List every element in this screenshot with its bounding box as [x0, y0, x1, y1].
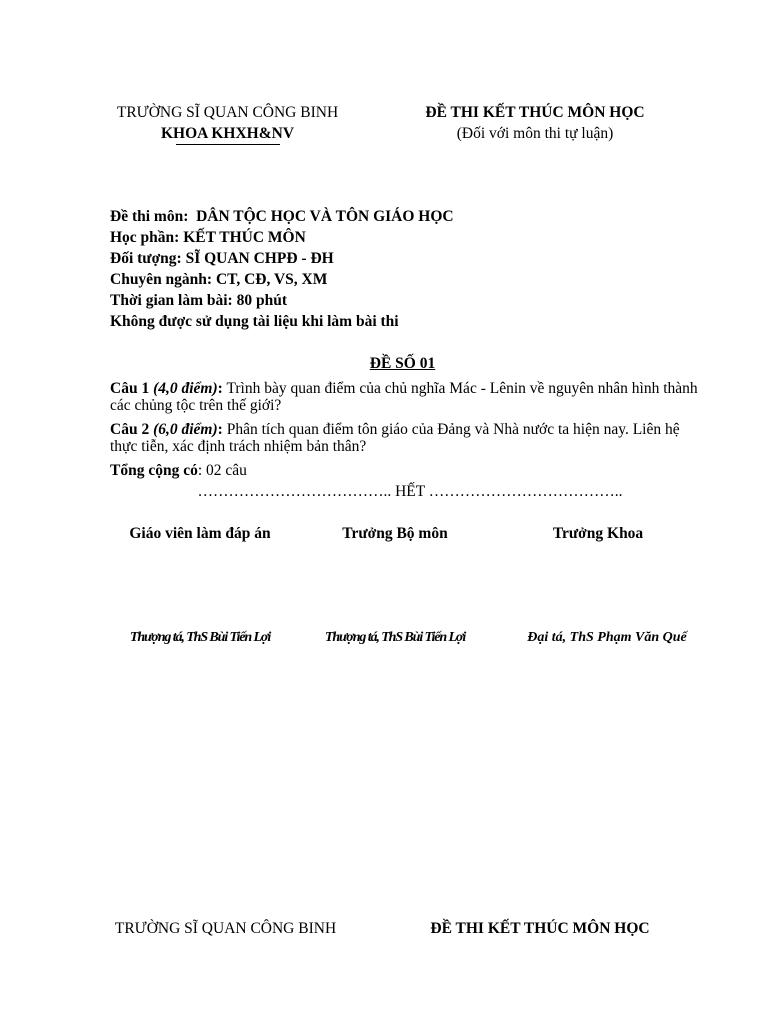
question-1-colon: : — [217, 380, 223, 397]
subject-value: DÂN TỘC HỌC VÀ TÔN GIÁO HỌC — [196, 208, 454, 225]
total-line — [110, 462, 247, 481]
footer-exam-title: ĐỀ THI KẾT THÚC MÔN HỌC — [430, 920, 650, 937]
question-2 — [110, 421, 710, 456]
total-label: Tổng cộng có — [110, 462, 198, 479]
question-1-text: Trình bày quan điểm của chủ nghĩa Mác - Lênin về nguyên nhân hình thành các chủng tộc trên thế giới? — [110, 380, 698, 415]
signature-title-faculty-head: Trưởng Khoa — [552, 525, 644, 542]
subject-line — [110, 208, 454, 227]
header-divider — [176, 144, 280, 145]
school-name: TRƯỜNG SĨ QUAN CÔNG BINH — [116, 104, 339, 121]
faculty-name: KHOA KHXH&NV — [160, 125, 295, 142]
question-2-label: Câu 2 — [110, 421, 150, 438]
major-line: Chuyên ngành: CT, CĐ, VS, XM — [110, 271, 328, 288]
signature-name-department-head: Thượng tá, ThS Bùi Tiến Lợi — [324, 630, 466, 645]
question-1 — [110, 380, 710, 415]
question-1-points: (4,0 điểm) — [153, 380, 218, 397]
end-line: ……………………………….. HẾT ……………………………….. — [197, 483, 623, 500]
question-2-text: Phân tích quan điểm tôn giáo của Đảng và Nhà nước ta hiện nay. Liên hệ thực tiễn, xác định trách nhiệm bản thân? — [110, 421, 680, 456]
module-line: Học phần: KẾT THÚC MÔN — [110, 229, 306, 246]
total-value: : 02 câu — [197, 462, 247, 479]
materials-line: Không được sử dụng tài liệu khi làm bài thi — [110, 313, 399, 330]
audience-line: Đối tượng: SĨ QUAN CHPĐ - ĐH — [110, 250, 334, 267]
signature-title-teacher: Giáo viên làm đáp án — [129, 525, 271, 542]
signature-name-faculty-head: Đại tá, ThS Phạm Văn Quế — [527, 630, 687, 645]
exam-title: ĐỀ THI KẾT THÚC MÔN HỌC — [425, 104, 645, 121]
signature-name-teacher: Thượng tá, ThS Bùi Tiến Lợi — [129, 630, 271, 645]
question-2-colon: : — [217, 421, 223, 438]
subject-label: Đề thi môn: — [110, 208, 189, 225]
question-2-points: (6,0 điểm) — [153, 421, 218, 438]
duration-line: Thời gian làm bài: 80 phút — [110, 292, 287, 309]
question-1-label: Câu 1 — [110, 380, 150, 397]
footer-school-name: TRƯỜNG SĨ QUAN CÔNG BINH — [114, 920, 337, 937]
signature-title-department-head: Trưởng Bộ môn — [342, 525, 448, 542]
exam-subtitle: (Đối với môn thi tự luận) — [456, 125, 614, 142]
exam-number: ĐỀ SỐ 01 — [369, 355, 436, 372]
